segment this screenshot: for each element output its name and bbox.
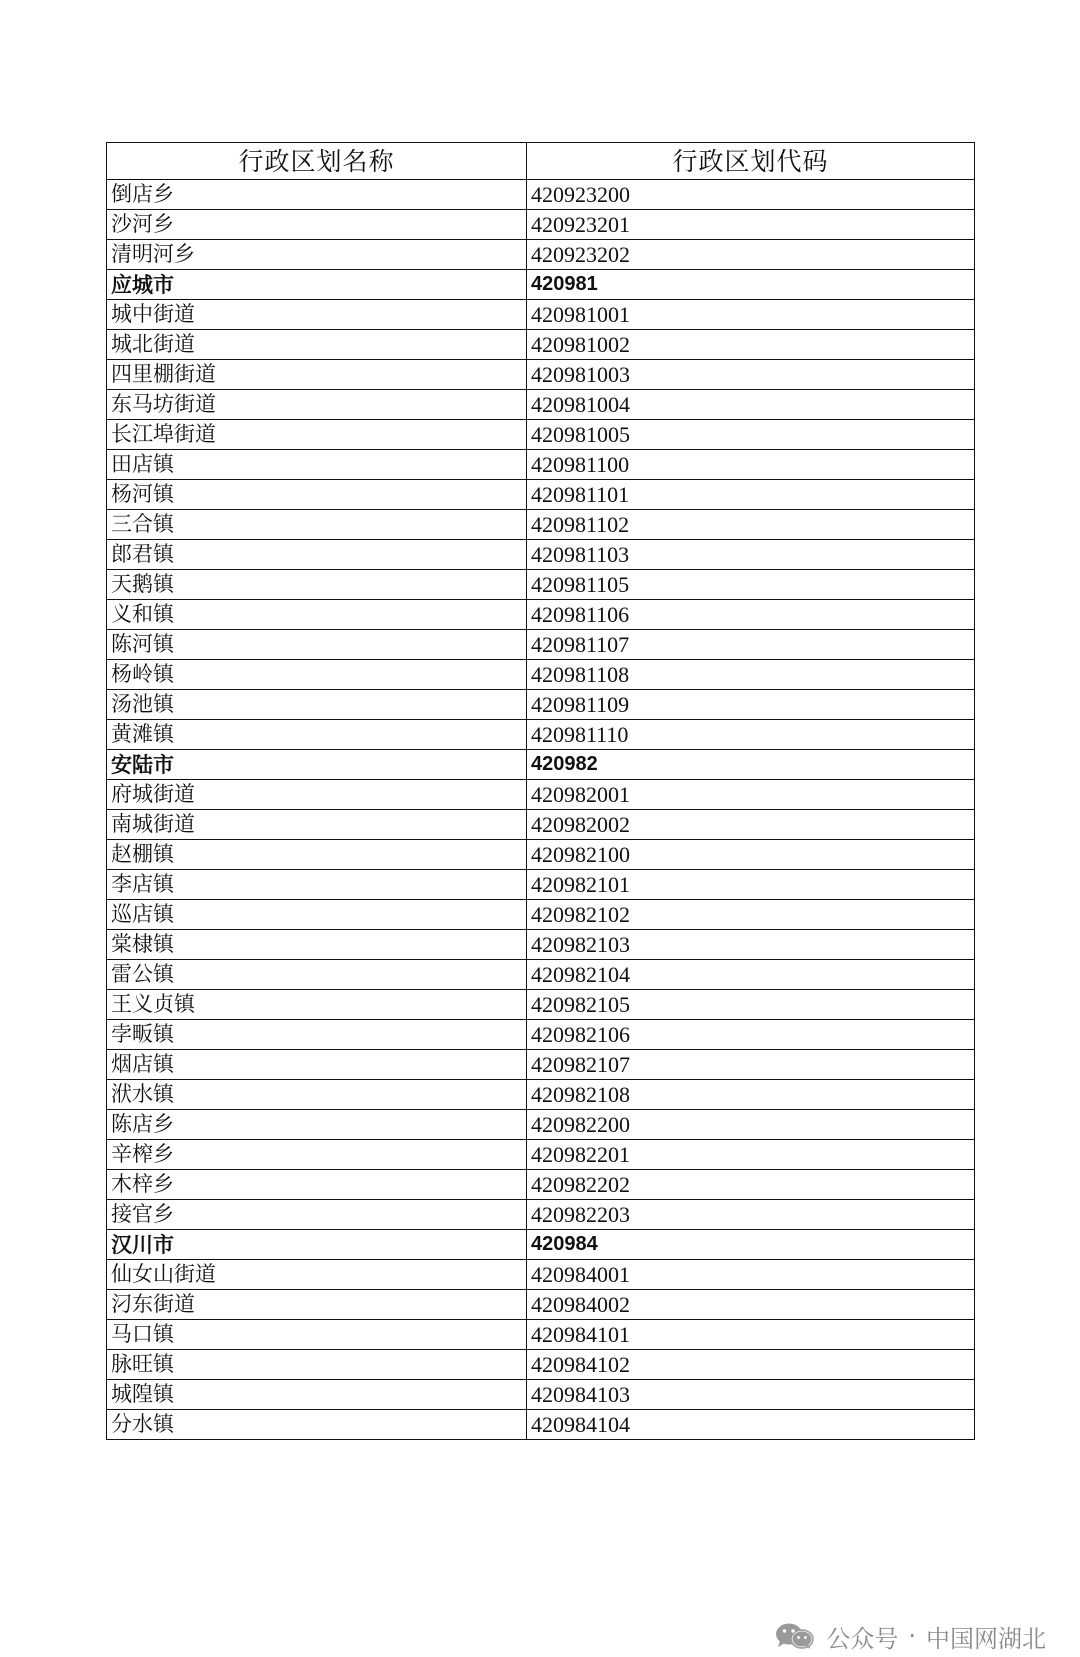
cell-division-code: 420982104	[527, 960, 975, 990]
cell-division-code: 420981	[527, 270, 975, 300]
table-row	[107, 1350, 975, 1380]
cell-division-code: 420981107	[527, 630, 975, 660]
cell-division-code: 420981109	[527, 690, 975, 720]
header-row	[107, 143, 975, 180]
cell-division-name: 陈河镇	[107, 630, 527, 660]
cell-division-name: 烟店镇	[107, 1050, 527, 1080]
cell-division-code: 420982108	[527, 1080, 975, 1110]
table-row	[107, 210, 975, 240]
table-row	[107, 750, 975, 780]
table-row	[107, 930, 975, 960]
table-row	[107, 1290, 975, 1320]
table-row	[107, 180, 975, 210]
table-row	[107, 390, 975, 420]
cell-division-code: 420981100	[527, 450, 975, 480]
division-code-table	[106, 142, 975, 1440]
cell-division-code: 420981102	[527, 510, 975, 540]
cell-division-code: 420982	[527, 750, 975, 780]
cell-division-name: 南城街道	[107, 810, 527, 840]
table-row	[107, 840, 975, 870]
cell-division-name: 马口镇	[107, 1320, 527, 1350]
cell-division-name: 天鹅镇	[107, 570, 527, 600]
cell-division-name: 倒店乡	[107, 180, 527, 210]
cell-division-name: 城中街道	[107, 300, 527, 330]
table-row	[107, 540, 975, 570]
table-row	[107, 360, 975, 390]
cell-division-code: 420982101	[527, 870, 975, 900]
cell-division-name: 巡店镇	[107, 900, 527, 930]
cell-division-name: 应城市	[107, 270, 527, 300]
cell-division-name: 汈东街道	[107, 1290, 527, 1320]
cell-division-code: 420984103	[527, 1380, 975, 1410]
table-row	[107, 1050, 975, 1080]
cell-division-code: 420982202	[527, 1170, 975, 1200]
cell-division-name: 府城街道	[107, 780, 527, 810]
table-row	[107, 870, 975, 900]
table-row	[107, 990, 975, 1020]
table-row	[107, 1170, 975, 1200]
cell-division-name: 王义贞镇	[107, 990, 527, 1020]
wechat-footer	[774, 1618, 1046, 1654]
table-row	[107, 600, 975, 630]
table-row	[107, 1320, 975, 1350]
cell-division-name: 接官乡	[107, 1200, 527, 1230]
header-code: 行政区划代码	[527, 143, 975, 180]
table-row	[107, 420, 975, 450]
cell-division-name: 长江埠街道	[107, 420, 527, 450]
cell-division-code: 420981110	[527, 720, 975, 750]
table-row	[107, 300, 975, 330]
table-row	[107, 690, 975, 720]
table-row	[107, 1230, 975, 1260]
cell-division-name: 陈店乡	[107, 1110, 527, 1140]
cell-division-code: 420981103	[527, 540, 975, 570]
cell-division-code: 420984104	[527, 1410, 975, 1440]
table-header	[107, 143, 975, 180]
table-row	[107, 1410, 975, 1440]
footer-separator: ·	[908, 1622, 916, 1650]
table-row	[107, 1110, 975, 1140]
cell-division-code: 420982103	[527, 930, 975, 960]
header-name: 行政区划名称	[107, 143, 527, 180]
cell-division-name: 分水镇	[107, 1410, 527, 1440]
cell-division-code: 420981108	[527, 660, 975, 690]
cell-division-name: 棠棣镇	[107, 930, 527, 960]
cell-division-name: 孛畈镇	[107, 1020, 527, 1050]
cell-division-name: 汉川市	[107, 1230, 527, 1260]
table-row	[107, 270, 975, 300]
cell-division-code: 420981004	[527, 390, 975, 420]
table-row	[107, 510, 975, 540]
cell-division-name: 沙河乡	[107, 210, 527, 240]
cell-division-code: 420982106	[527, 1020, 975, 1050]
cell-division-name: 赵棚镇	[107, 840, 527, 870]
cell-division-code: 420982107	[527, 1050, 975, 1080]
cell-division-code: 420923200	[527, 180, 975, 210]
cell-division-code: 420981105	[527, 570, 975, 600]
table-row	[107, 480, 975, 510]
table-row	[107, 330, 975, 360]
wechat-icon	[774, 1621, 816, 1651]
cell-division-name: 三合镇	[107, 510, 527, 540]
cell-division-code: 420981001	[527, 300, 975, 330]
table-row	[107, 1200, 975, 1230]
cell-division-code: 420984002	[527, 1290, 975, 1320]
cell-division-name: 东马坊街道	[107, 390, 527, 420]
cell-division-name: 城隍镇	[107, 1380, 527, 1410]
table-row	[107, 720, 975, 750]
cell-division-name: 杨岭镇	[107, 660, 527, 690]
cell-division-code: 420982001	[527, 780, 975, 810]
cell-division-name: 李店镇	[107, 870, 527, 900]
cell-division-name: 城北街道	[107, 330, 527, 360]
cell-division-code: 420982203	[527, 1200, 975, 1230]
cell-division-code: 420923201	[527, 210, 975, 240]
cell-division-code: 420981003	[527, 360, 975, 390]
cell-division-code: 420984001	[527, 1260, 975, 1290]
cell-division-code: 420982200	[527, 1110, 975, 1140]
cell-division-code: 420981106	[527, 600, 975, 630]
cell-division-code: 420984102	[527, 1350, 975, 1380]
table-row	[107, 1020, 975, 1050]
cell-division-code: 420923202	[527, 240, 975, 270]
cell-division-name: 仙女山街道	[107, 1260, 527, 1290]
cell-division-code: 420981002	[527, 330, 975, 360]
table-row	[107, 1380, 975, 1410]
cell-division-code: 420982102	[527, 900, 975, 930]
table-body	[107, 180, 975, 1440]
table-row	[107, 810, 975, 840]
cell-division-name: 脉旺镇	[107, 1350, 527, 1380]
cell-division-name: 雷公镇	[107, 960, 527, 990]
table-row	[107, 900, 975, 930]
cell-division-name: 田店镇	[107, 450, 527, 480]
cell-division-name: 义和镇	[107, 600, 527, 630]
table-row	[107, 660, 975, 690]
cell-division-name: 汤池镇	[107, 690, 527, 720]
table-row	[107, 780, 975, 810]
cell-division-name: 安陆市	[107, 750, 527, 780]
cell-division-name: 辛榨乡	[107, 1140, 527, 1170]
table-row	[107, 630, 975, 660]
cell-division-code: 420982100	[527, 840, 975, 870]
table-row	[107, 240, 975, 270]
cell-division-name: 洑水镇	[107, 1080, 527, 1110]
cell-division-code: 420982105	[527, 990, 975, 1020]
cell-division-code: 420984101	[527, 1320, 975, 1350]
cell-division-code: 420981101	[527, 480, 975, 510]
cell-division-name: 郎君镇	[107, 540, 527, 570]
cell-division-code: 420982002	[527, 810, 975, 840]
table-row	[107, 1260, 975, 1290]
table-row	[107, 1080, 975, 1110]
footer-label: 公众号	[826, 1624, 899, 1653]
table-row	[107, 1140, 975, 1170]
table-row	[107, 570, 975, 600]
cell-division-name: 木梓乡	[107, 1170, 527, 1200]
table-row	[107, 450, 975, 480]
table-row	[107, 960, 975, 990]
cell-division-code: 420984	[527, 1230, 975, 1260]
cell-division-code: 420982201	[527, 1140, 975, 1170]
cell-division-code: 420981005	[527, 420, 975, 450]
cell-division-name: 四里棚街道	[107, 360, 527, 390]
footer-account: 中国网湖北	[926, 1624, 1046, 1653]
cell-division-name: 杨河镇	[107, 480, 527, 510]
cell-division-name: 清明河乡	[107, 240, 527, 270]
cell-division-name: 黄滩镇	[107, 720, 527, 750]
